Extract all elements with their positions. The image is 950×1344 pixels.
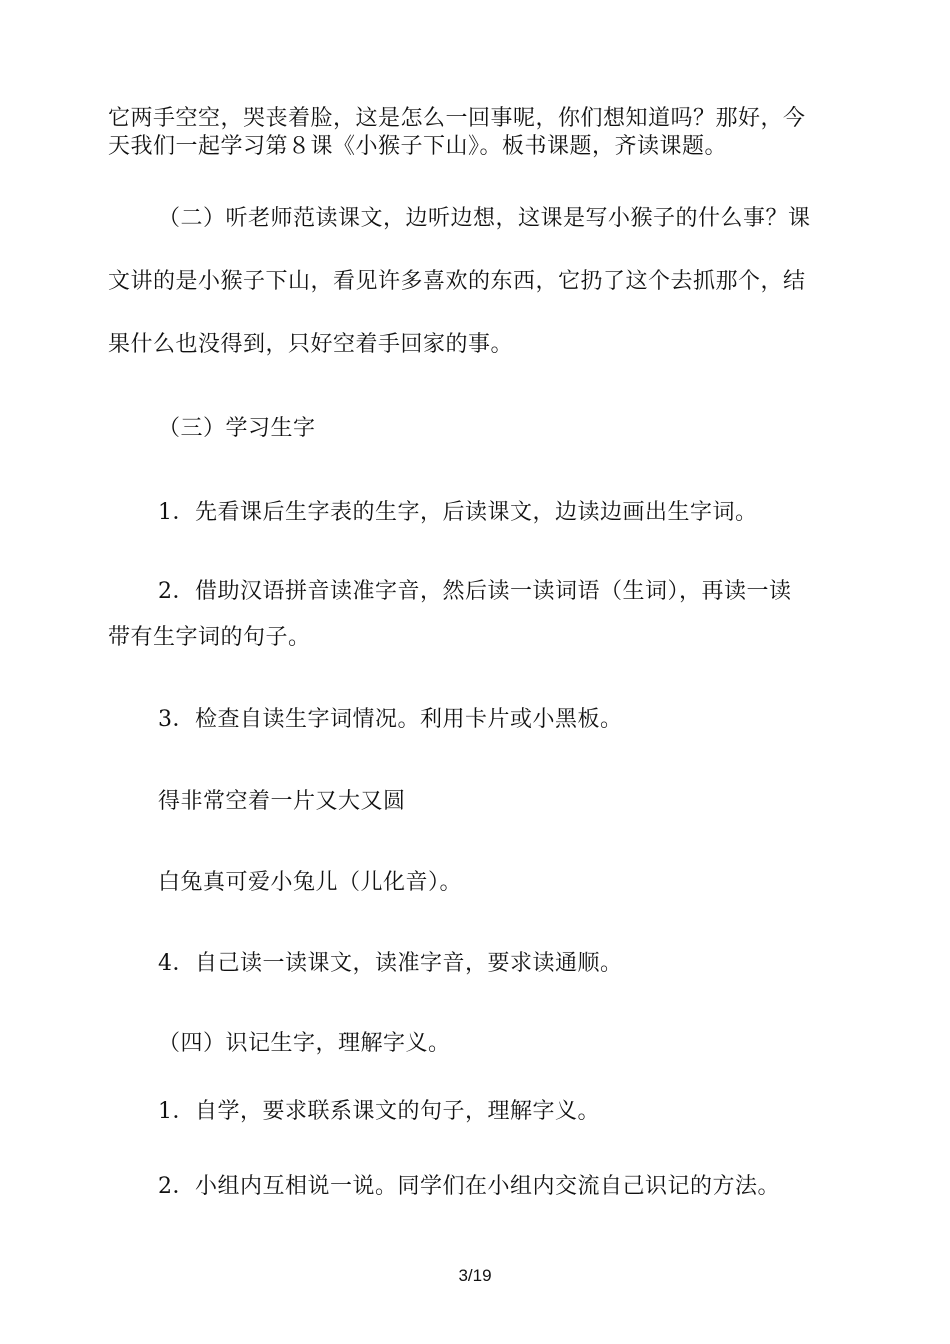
paragraph-line: 天我们一起学习第８课《小猴子下山》。板书课题，齐读课题。 [108, 134, 728, 159]
paragraph-line: （二）听老师范读课文，边听边想，这课是写小猴子的什么事？课 [158, 206, 811, 231]
section-heading: （三）学习生字 [158, 416, 316, 441]
list-item: 2．小组内互相说一说。同学们在小组内交流自己识记的方法。 [158, 1174, 780, 1199]
paragraph-line: 得非常空着一片又大又圆 [158, 789, 406, 814]
list-item: 2．借助汉语拼音读准字音，然后读一读词语（生词），再读一读 [158, 579, 792, 604]
list-item: 3．检查自读生字词情况。利用卡片或小黑板。 [158, 707, 623, 732]
page-number: 3/19 [458, 1266, 492, 1285]
list-item: 1．先看课后生字表的生字，后读课文，边读边画出生字词。 [158, 500, 758, 525]
paragraph-line: 果什么也没得到，只好空着手回家的事。 [108, 332, 514, 357]
paragraph-line: 文讲的是小猴子下山，看见许多喜欢的东西，它扔了这个去抓那个，结 [108, 269, 806, 294]
paragraph-line: 带有生字词的句子。 [108, 625, 311, 650]
paragraph-line: 它两手空空，哭丧着脸，这是怎么一回事呢，你们想知道吗？那好，今 [108, 106, 806, 131]
list-item: 4．自己读一读课文，读准字音，要求读通顺。 [158, 951, 623, 976]
list-item: 1．自学，要求联系课文的句子，理解字义。 [158, 1099, 600, 1124]
section-heading: （四）识记生字，理解字义。 [158, 1031, 451, 1056]
paragraph-line: 白兔真可爱小兔儿（儿化音）。 [158, 870, 463, 895]
